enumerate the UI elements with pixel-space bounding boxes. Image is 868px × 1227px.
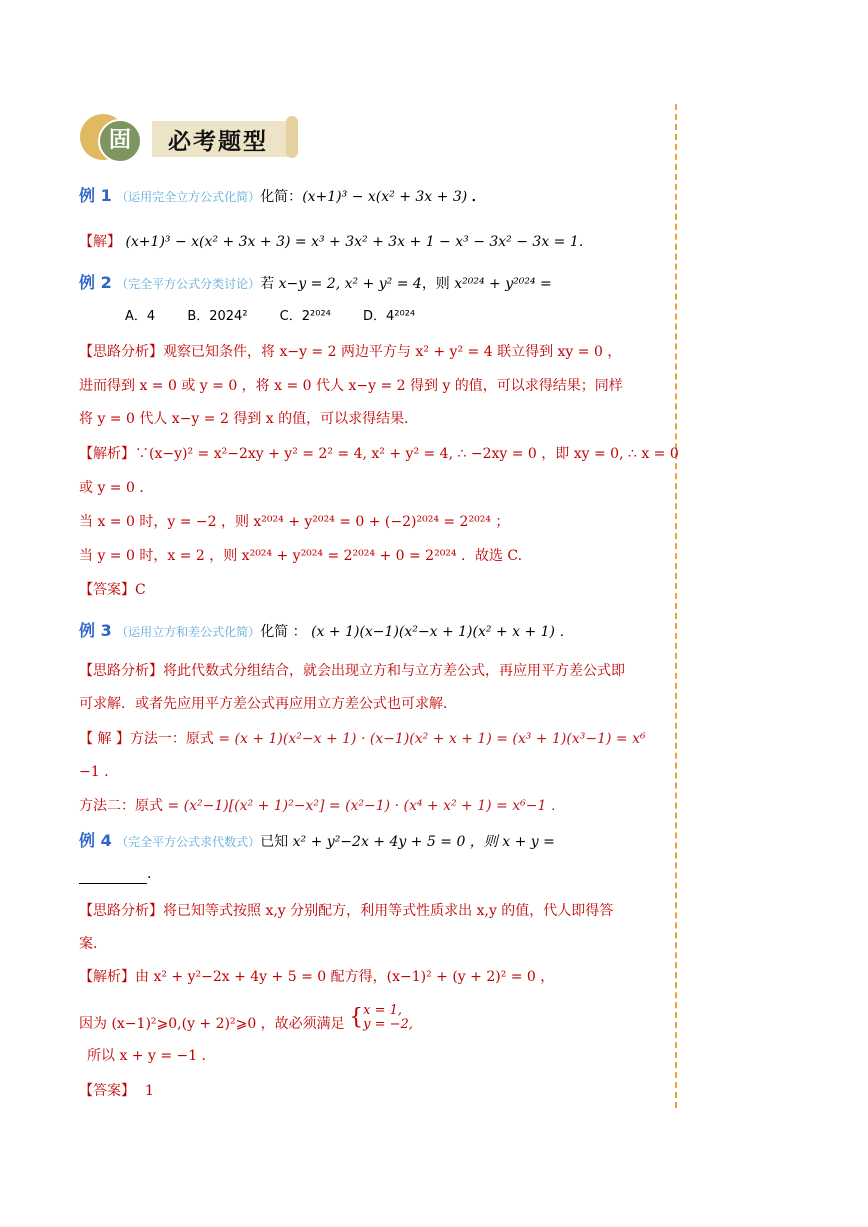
system-eq-2: y = −2,: [363, 1017, 413, 1032]
ex4-jiexi-text-1: 由 x² + y²−2x + 4y + 5 = 0 配方得，(x−1)² + (y + 2)² = 0 ，: [135, 969, 555, 985]
ex4-jiexi-label: 【解析】: [79, 969, 135, 985]
ex2-target: x²⁰²⁴ + y²⁰²⁴ =: [454, 276, 552, 292]
margin-dashed-line: [675, 104, 677, 1108]
ex3-m1-prefix: 方法一：原式: [129, 731, 214, 747]
option-a: A．4: [125, 309, 156, 324]
answer-blank-line: [79, 869, 147, 884]
ex1-sol-label: 【解】: [79, 234, 121, 250]
ex2-options: [125, 307, 415, 327]
ex2-analysis-3: 将 y = 0 代人 x−y = 2 得到 x 的值，可以求得结果．: [79, 411, 419, 427]
ex2-cond: x−y = 2, x² + y² = 4: [278, 276, 422, 292]
ex2-analysis-1: [79, 342, 621, 362]
ex4-answer-value: 1: [145, 1083, 154, 1099]
ex1-prompt: 化简：: [260, 189, 303, 205]
badge-icon: 固: [98, 119, 142, 163]
ex2-jiexi-4: 当 y = 0 时，x = 2 ，则 x²⁰²⁴ + y²⁰²⁴ = 2²⁰²⁴ + 0 = 2²⁰²⁴ ．故选 C.: [79, 548, 523, 564]
ex4-analysis-text-1: 将已知等式按照 x,y 分别配方，利用等式性质求出 x,y 的值，代人即得答: [163, 903, 614, 919]
ex4-jiexi-3: 所以 x + y = −1 ．: [87, 1048, 216, 1064]
ex3-m2-expr: = (x²−1)[(x² + 1)²−x²] = (x²−1) · (x⁴ + x² + 1) = x⁶−1 ．: [167, 798, 565, 814]
ex2-analysis-text-1: 观察已知条件，将 x−y = 2 两边平方与 x² + y² = 4 联立得到 xy = 0 ，: [163, 344, 622, 360]
ex2-jiexi-label: 【解析】: [79, 446, 135, 462]
ex2-jiexi-1: [79, 444, 679, 464]
ex4-prompt: 已知: [260, 834, 289, 850]
ex2-answer-value: C: [135, 582, 146, 598]
ex4-analysis-label: 【思路分析】: [79, 903, 163, 919]
ex3-method2: [79, 796, 565, 816]
ex4-expr: x² + y²−2x + 4y + 5 = 0 ，则 x + y =: [292, 834, 555, 850]
ex4-answer-blank: [79, 864, 151, 884]
ex3-m1-cont: −1 ．: [79, 764, 119, 780]
ex4-analysis-1: [79, 901, 613, 921]
ex3-sol-label: 【 解 】: [79, 731, 130, 747]
ex3-tag: （运用立方和差公式化简）: [116, 625, 261, 639]
banner-scroll-edge: [286, 116, 298, 158]
ex1-sol-expr: (x+1)³ − x(x² + 3x + 3) = x³ + 3x² + 3x + 1 − x³ − 3x² − 3x = 1．: [125, 234, 593, 250]
ex4-jiexi-text-2: 因为 (x−1)²⩾0,(y + 2)²⩾0 ，故必须满足: [79, 1016, 345, 1032]
ex2-label: 例 2: [79, 273, 112, 292]
ex1-expr: (x+1)³ − x(x² + 3x + 3): [302, 189, 468, 205]
ex2-tag: （完全平方公式分类讨论）: [116, 277, 261, 291]
ex3-analysis-1: [79, 661, 625, 681]
ex2-jiexi-3: 当 x = 0 时，y = −2 ，则 x²⁰²⁴ + y²⁰²⁴ = 0 + (−2)²⁰²⁴ = 2²⁰²⁴ ；: [79, 514, 510, 530]
ex2-q1: 若: [260, 276, 275, 292]
section-header: [80, 114, 310, 162]
system-eq-1: x = 1,: [363, 1003, 403, 1018]
ex4-label: 例 4: [79, 831, 112, 850]
ex4-system: { x = 1, y = −2,: [349, 1003, 413, 1032]
ex4-answer: [79, 1081, 154, 1101]
ex2-analysis-label: 【思路分析】: [79, 344, 163, 360]
ex3-method1: [79, 729, 646, 749]
ex3-question: [79, 621, 573, 642]
ex3-analysis-2: 可求解．或者先应用平方差公式再应用立方差公式也可求解．: [79, 696, 457, 712]
ex1-tail: ．: [471, 189, 486, 205]
ex4-analysis-2: 案.: [79, 936, 98, 952]
ex3-label: 例 3: [79, 621, 112, 640]
option-d: D．4²⁰²⁴: [363, 309, 416, 324]
ex2-question: [79, 273, 552, 294]
option-b: B．2024²: [187, 309, 248, 324]
ex4-jiexi-2: [79, 1003, 413, 1038]
ex4-answer-label: 【答案】: [79, 1083, 135, 1099]
ex1-solution: [79, 232, 593, 252]
ex2-answer: [79, 580, 146, 600]
section-title: 必考题型: [168, 129, 268, 155]
ex1-label: 例 1: [79, 186, 112, 205]
ex2-jiexi-text-1: ∵(x−y)² = x²−2xy + y² = 2² = 4, x² + y² = 4, ∴ −2xy = 0 ，即 xy = 0, ∴ x = 0: [135, 446, 679, 462]
ex2-q2: ，则: [421, 276, 450, 292]
ex4-jiexi-1: [79, 967, 554, 987]
ex4-tail: .: [147, 866, 152, 882]
ex2-answer-label: 【答案】: [79, 582, 135, 598]
ex1-question: [79, 186, 486, 207]
ex3-analysis-label: 【思路分析】: [79, 663, 163, 679]
ex2-analysis-2: 进而得到 x = 0 或 y = 0 ，将 x = 0 代人 x−y = 2 得到 y 的值，可以求得结果；同样: [79, 378, 623, 394]
ex3-prompt: 化简 ：: [260, 624, 307, 640]
ex3-m1-expr: = (x + 1)(x²−x + 1) · (x−1)(x² + x + 1) = (x³ + 1)(x³−1) = x⁶: [218, 731, 646, 747]
ex4-question: [79, 831, 555, 852]
ex4-tag: （完全平方公式求代数式）: [116, 835, 261, 849]
ex2-jiexi-2: 或 y = 0 ．: [79, 480, 154, 496]
option-c: C．2²⁰²⁴: [279, 309, 331, 324]
ex3-m2-prefix: 方法二：原式: [79, 798, 163, 814]
ex3-expr: (x + 1)(x−1)(x²−x + 1)(x² + x + 1) ．: [311, 624, 574, 640]
ex1-tag: （运用完全立方公式化简）: [116, 190, 261, 204]
ex3-analysis-text-1: 将此代数式分组结合，就会出现立方和与立方差公式，再应用平方差公式即: [163, 663, 625, 679]
